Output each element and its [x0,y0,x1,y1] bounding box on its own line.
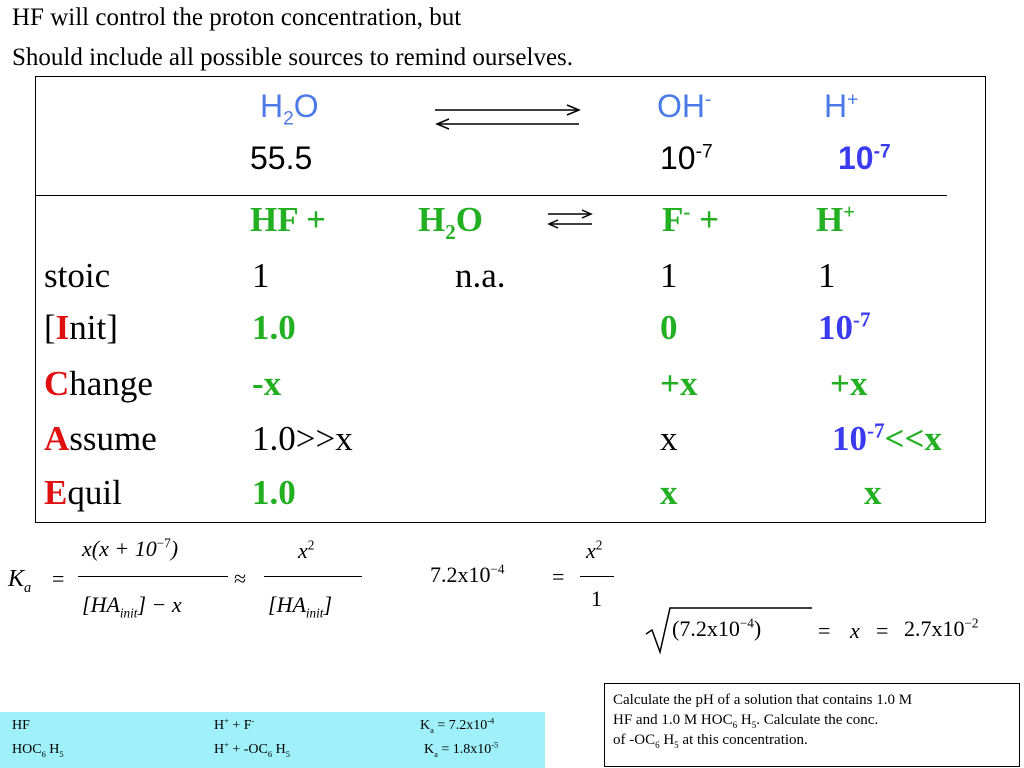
value-numerator: $x^2$ [586,537,603,563]
equil-hf: 1.0 [252,473,296,512]
sqrt-result: $2.7x10^{-2}$ [904,615,979,641]
water-species-h: H+ [824,88,859,124]
equil-f: x [660,473,678,512]
equil-h: x [864,473,882,512]
row-label-init: [Init] [44,308,118,347]
change-h: +x [830,364,868,403]
ka-equals: = [52,566,65,591]
question-box [604,683,1020,767]
value-denominator: 1 [591,586,602,611]
water-conc-h2o: 55.5 [250,140,313,176]
init-hf: 1.0 [252,308,296,347]
sqrt-equals-2: = [876,618,889,643]
question-line-2: HF and 1.0 M $HOC_6$ $H_5$. Calculate the conc. [613,712,879,730]
table-row-hf-acid: HF [12,718,30,733]
table-row-hoc-products: $H^+ + -OC_6$ $H_5$ [214,740,290,759]
header-line-2: Should include all possible sources to remind ourselves. [12,44,574,71]
sqrt-x: x [850,618,860,643]
change-hf: -x [252,364,282,403]
water-species-oh: OH- [657,88,712,124]
approx-denominator: $[HA_{init}]$ [268,592,333,621]
init-h: $10^{-7}$ [818,307,871,347]
row-label-assume: Assume [44,419,157,458]
row-label-change: Change [44,364,153,403]
question-line-1: Calculate the pH of a solution that contains 1.0 M [613,692,913,708]
ka-fraction-bar [78,576,228,577]
assume-h: $10^{-7}<<x$ [832,418,942,458]
equilibrium-arrow-icon [433,104,583,130]
question-line-3: of $-OC_6$ $H_5$ at this concentration. [613,732,808,750]
assume-f: x [660,419,678,458]
stoic-h: 1 [818,256,836,295]
change-f: +x [660,364,698,403]
row-label-stoic: stoic [44,256,111,295]
reaction-equilibrium-arrow-icon [546,208,594,230]
init-f: 0 [660,308,678,347]
assume-hf: 1.0>>x [252,419,353,458]
water-conc-oh: $10^{-7}$ [660,140,713,176]
reaction-h: H+ [816,199,856,239]
sqrt-argument: $(7.2x10^{-4})$ [672,615,762,641]
table-row-hf-products: H+ + F- [214,716,255,733]
header-line-1: HF will control the proton concentration, but [12,4,462,31]
stoic-h2o: n.a. [455,256,506,295]
ka-reference-table [0,712,545,768]
reaction-hf: HF + [250,200,326,239]
approx-fraction-bar [264,576,362,577]
water-species-h2o: $H_2O$ [260,88,319,130]
ka-symbol: $K_a$ [8,566,32,596]
table-row-hoc-acid: $HOC_6$ $H_5$ [12,742,64,759]
table-row-hoc-ka: $K_a = 1.8x10^{-5}$ [424,740,499,759]
reaction-h2o: $H_2O$ [418,200,483,244]
approx-symbol: ≈ [234,566,247,591]
value-fraction-bar [580,576,614,577]
stoic-hf: 1 [252,256,270,295]
sqrt-equals-1: = [818,618,831,643]
ka-value: $7.2x10^{-4}$ [430,561,505,587]
stoic-f: 1 [660,256,678,295]
water-conc-h: $10^{-7}$ [838,140,891,176]
table-row-hf-ka: $K_a = 7.2x10^{-4}$ [420,716,495,735]
row-label-equil: Equil [44,473,122,512]
reaction-f: F- + [662,199,720,239]
ka-numerator: $x(x + 10^{-7})$ [82,535,179,561]
ka-denominator: $[HA_{init}] - x$ [82,592,182,621]
approx-numerator: $x^2$ [298,537,315,563]
section-divider [35,195,947,196]
value-equals: = [552,564,565,589]
